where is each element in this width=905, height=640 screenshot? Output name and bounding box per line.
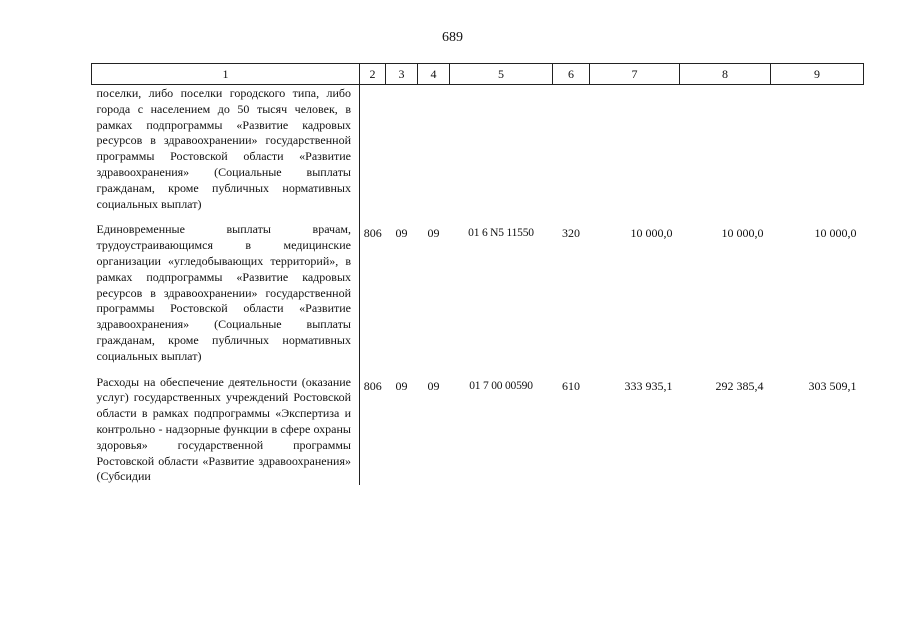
ministry-code: 806	[363, 226, 382, 241]
subsection-code: 09	[427, 378, 440, 393]
row-spacer	[92, 365, 864, 375]
expense-type-code	[553, 85, 590, 213]
column-header: 2	[360, 64, 386, 85]
ministry-code: 806	[363, 378, 382, 393]
amount-year1: 333 935,1	[624, 378, 673, 393]
column-header: 9	[771, 64, 864, 85]
table-row	[92, 375, 864, 486]
target-article-code: 01 7 00 00590	[469, 379, 533, 392]
section-code: 09	[395, 226, 408, 241]
budget-table	[91, 63, 864, 485]
column-header: 6	[553, 64, 590, 85]
section-code: 09	[395, 378, 408, 393]
row-spacer	[92, 212, 864, 222]
target-article-code	[450, 85, 553, 213]
column-header: 4	[418, 64, 450, 85]
page-number: 689	[442, 30, 463, 45]
amount-year2: 292 385,4	[715, 378, 764, 393]
expense-type-code: 320	[562, 226, 580, 241]
column-header: 3	[386, 64, 418, 85]
amount-year3	[771, 85, 864, 213]
ministry-code	[360, 85, 386, 213]
subsection-code	[418, 85, 450, 213]
amount-year2	[680, 85, 771, 213]
column-header: 5	[450, 64, 553, 85]
amount-year3: 10 000,0	[814, 226, 857, 241]
column-header: 8	[680, 64, 771, 85]
amount-year1	[590, 85, 680, 213]
subsection-code: 09	[427, 226, 440, 241]
row-description: Расходы на обеспечение деятельности (оказание услуг) государственных учреждений Ростовской области в рамках подпрограммы «Экспертиза и контрольно - надзорные функции в сфере охраны здоровья» государственной программы Ростовской области «Развитие здравоохранения» (Субсидии	[92, 375, 360, 486]
target-article-code: 01 6 N5 11550	[468, 227, 534, 240]
column-header: 7	[590, 64, 680, 85]
table-row	[92, 85, 864, 213]
amount-year3: 303 509,1	[808, 378, 857, 393]
row-description: Единовременные выплаты врачам, трудоустраивающимся в медицинские организации «угледобывающих территорий», в рамках подпрограммы «Развитие кадровых ресурсов в здравоохранении» государственной программы Ростовской области «Развитие здравоохранения» (Социальные выплаты гражданам, кроме публичных нормативных социальных выплат)	[92, 222, 360, 364]
section-code	[386, 85, 418, 213]
table-row	[92, 222, 864, 364]
amount-year2: 10 000,0	[721, 226, 764, 241]
expense-type-code: 610	[562, 378, 580, 393]
amount-year1: 10 000,0	[630, 226, 673, 241]
row-description: поселки, либо поселки городского типа, либо города с населением до 50 тысяч человек, в рамках подпрограммы «Развитие кадровых ресурсов в здравоохранении» государственной программы Ростовской области «Развитие здравоохранения» (Социальные выплаты гражданам, кроме публичных нормативных социальных выплат)	[92, 85, 360, 213]
table-header-row	[92, 64, 864, 85]
column-header: 1	[92, 64, 360, 85]
